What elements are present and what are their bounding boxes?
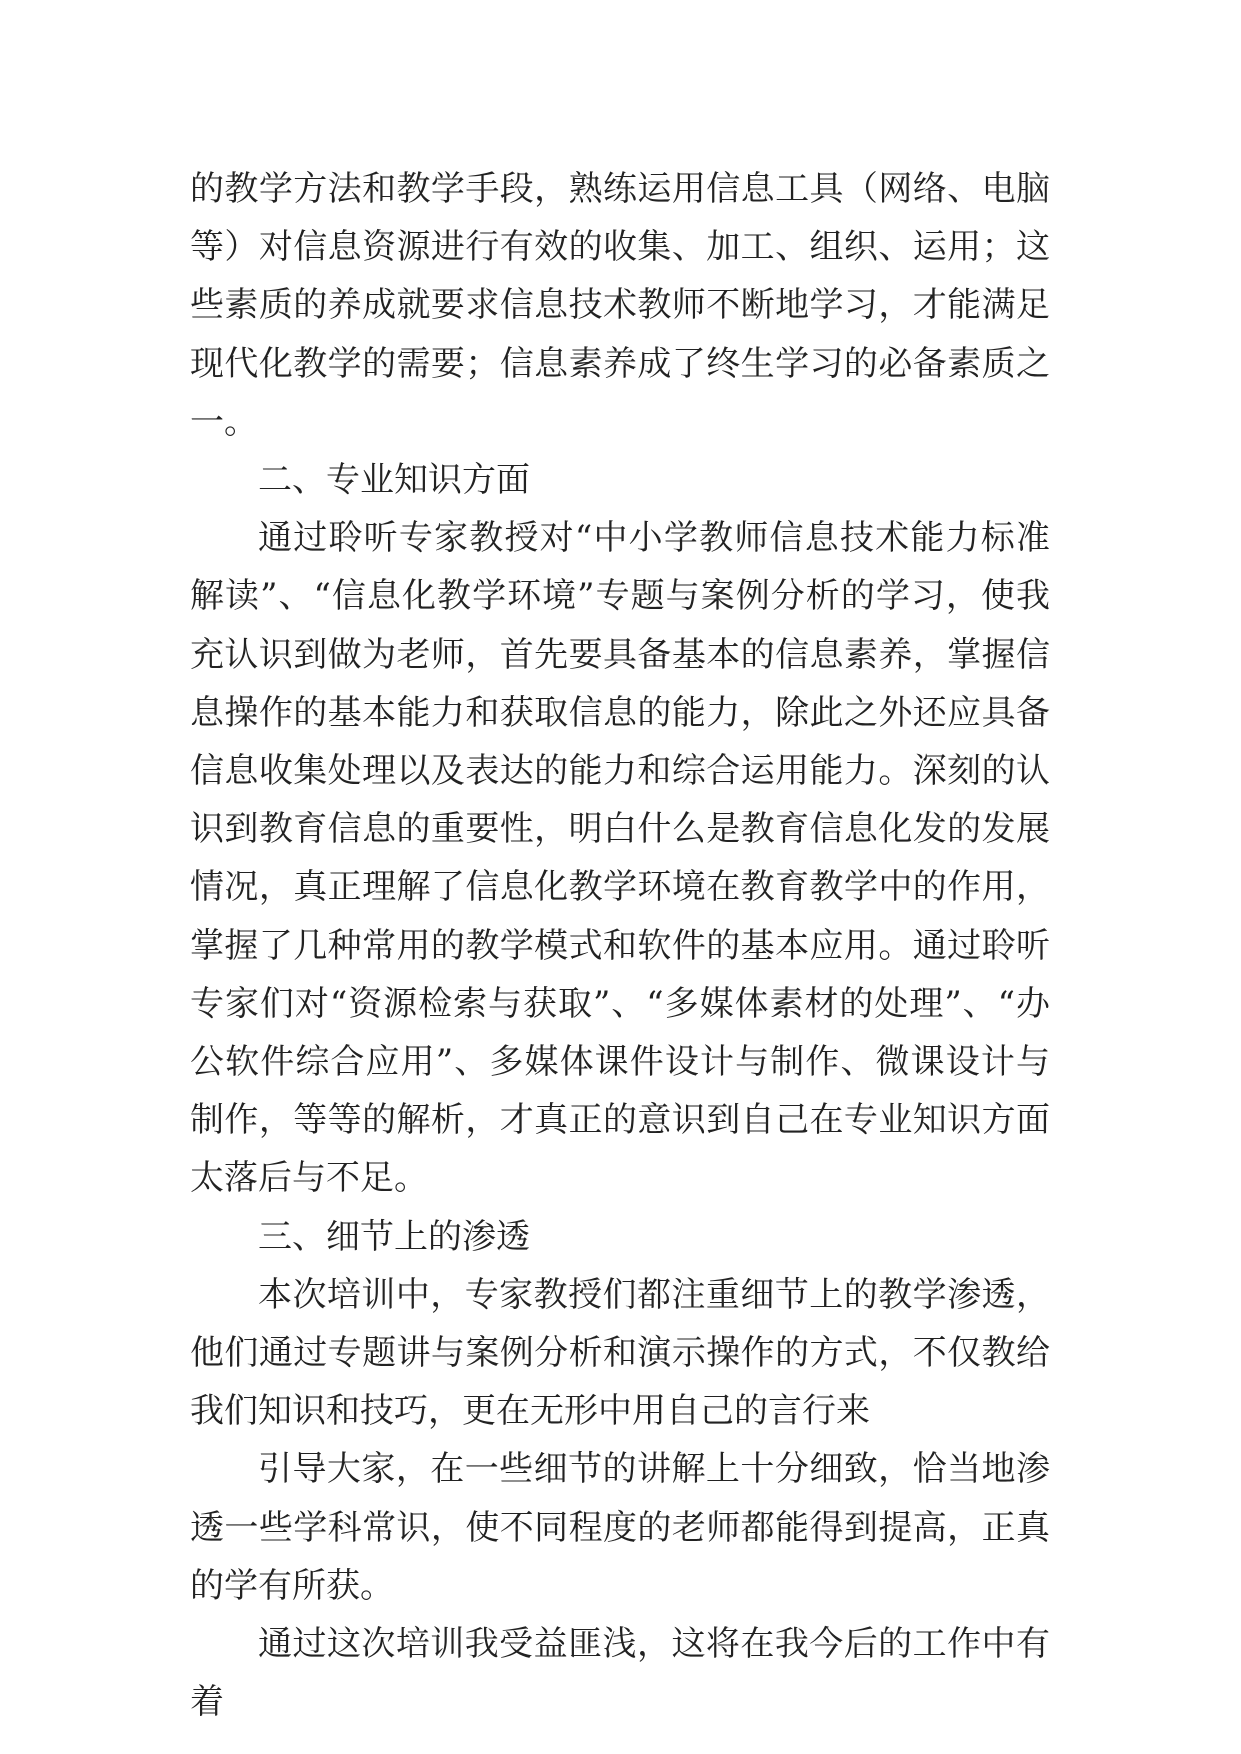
paragraph-training-details: 本次培训中，专家教授们都注重细节上的教学渗透，他们通过专题讲与案例分析和演示操作的方式，不仅教给我们知识和技巧，更在无形中用自己的言行来	[190, 1274, 1050, 1432]
section-heading-detail-permeation: 三、细节上的渗透	[258, 1216, 530, 1257]
paragraph-guidance: 引导大家，在一些细节的讲解上十分细致，恰当地渗透一些学科常识，使不同程度的老师都能得到提高，正真的学有所获。	[190, 1449, 1050, 1606]
paragraph-conclusion: 通过这次培训我受益匪浅，这将在我今后的工作中有着	[190, 1624, 1050, 1723]
paragraph-continuation: 的教学方法和教学手段，熟练运用信息工具（网络、电脑等）对信息资源进行有效的收集、加工、组织、运用；这些素质的养成就要求信息技术教师不断地学习，才能满足现代化教学的需要；信息素养成了终生学习的必备素质之一。	[190, 169, 1050, 442]
paragraph-professional-knowledge: 通过聆听专家教授对“中小学教师信息技术能力标准解读”、“信息化教学环境”专题与案例分析的学习，使我充认识到做为老师，首先要具备基本的信息素养，掌握信息操作的基本能力和获取信息的能力，除此之外还应具备信息收集处理以及表达的能力和综合运用能力。深刻的认识到教育信息的重要性，明白什么是教育信息化发的发展情况，真正理解了信息化教学环境在教育教学中的作用，掌握了几种常用的教学模式和软件的基本应用。通过聆听专家们对“资源检索与获取”、“多媒体素材的处理”、“办公软件综合应用”、多媒体课件设计与制作、微课设计与制作，等等的解析，才真正的意识到自己在专业知识方面太落后与不足。	[190, 518, 1050, 1199]
section-heading-professional-knowledge: 二、专业知识方面	[258, 460, 530, 501]
document-body	[190, 160, 1050, 1731]
